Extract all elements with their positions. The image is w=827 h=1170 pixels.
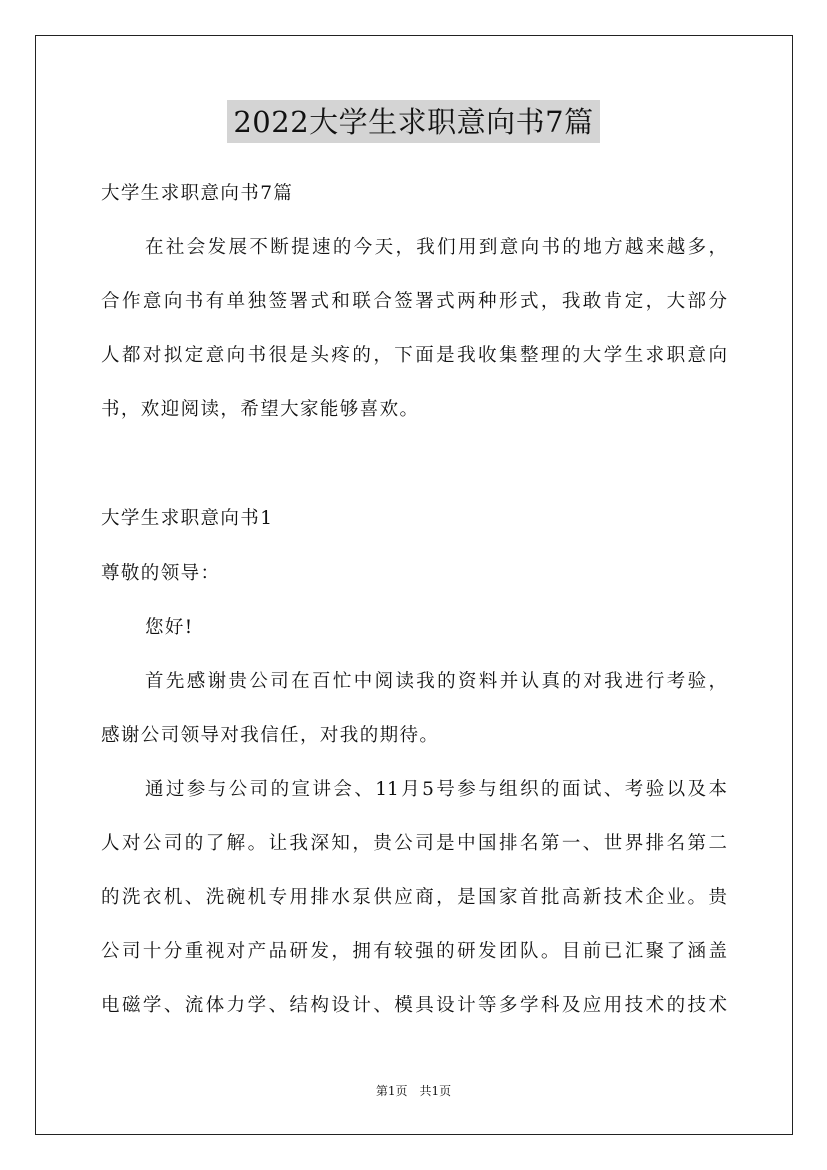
paragraph-line: 书，欢迎阅读，希望大家能够喜欢。	[101, 399, 420, 420]
paragraph-line: 合作意向书有单独签署式和联合签署式两种形式，我敢肯定，大部分	[101, 291, 727, 312]
page-number-footer: 第1页 共1页	[375, 1084, 452, 1098]
paragraph-line: 人对公司的了解。让我深知，贵公司是中国排名第一、世界排名第二	[101, 833, 727, 854]
document-title: 2022大学生求职意向书7篇	[227, 100, 599, 143]
subtitle-line: 大学生求职意向书7篇	[101, 183, 294, 204]
paragraph-line: 在社会发展不断提速的今天，我们用到意向书的地方越来越多，	[145, 237, 727, 258]
paragraph-line: 首先感谢贵公司在百忙中阅读我的资料并认真的对我进行考验，	[145, 671, 727, 692]
paragraph-line: 通过参与公司的宣讲会、11月5号参与组织的面试、考验以及本	[145, 779, 727, 800]
salutation: 尊敬的领导：	[101, 563, 221, 584]
paragraph-line: 人都对拟定意向书很是头疼的，下面是我收集整理的大学生求职意向	[101, 345, 727, 366]
paragraph-line: 公司十分重视对产品研发，拥有较强的研发团队。目前已汇聚了涵盖	[101, 941, 727, 962]
paragraph-line: 电磁学、流体力学、结构设计、模具设计等多学科及应用技术的技术	[101, 995, 727, 1016]
paragraph-line: 的洗衣机、洗碗机专用排水泵供应商，是国家首批高新技术企业。贵	[101, 887, 727, 908]
title-container	[0, 100, 827, 143]
section-heading: 大学生求职意向书1	[101, 508, 274, 529]
paragraph-line: 感谢公司领导对我信任，对我的期待。	[101, 725, 440, 746]
greeting: 您好!	[145, 617, 194, 638]
